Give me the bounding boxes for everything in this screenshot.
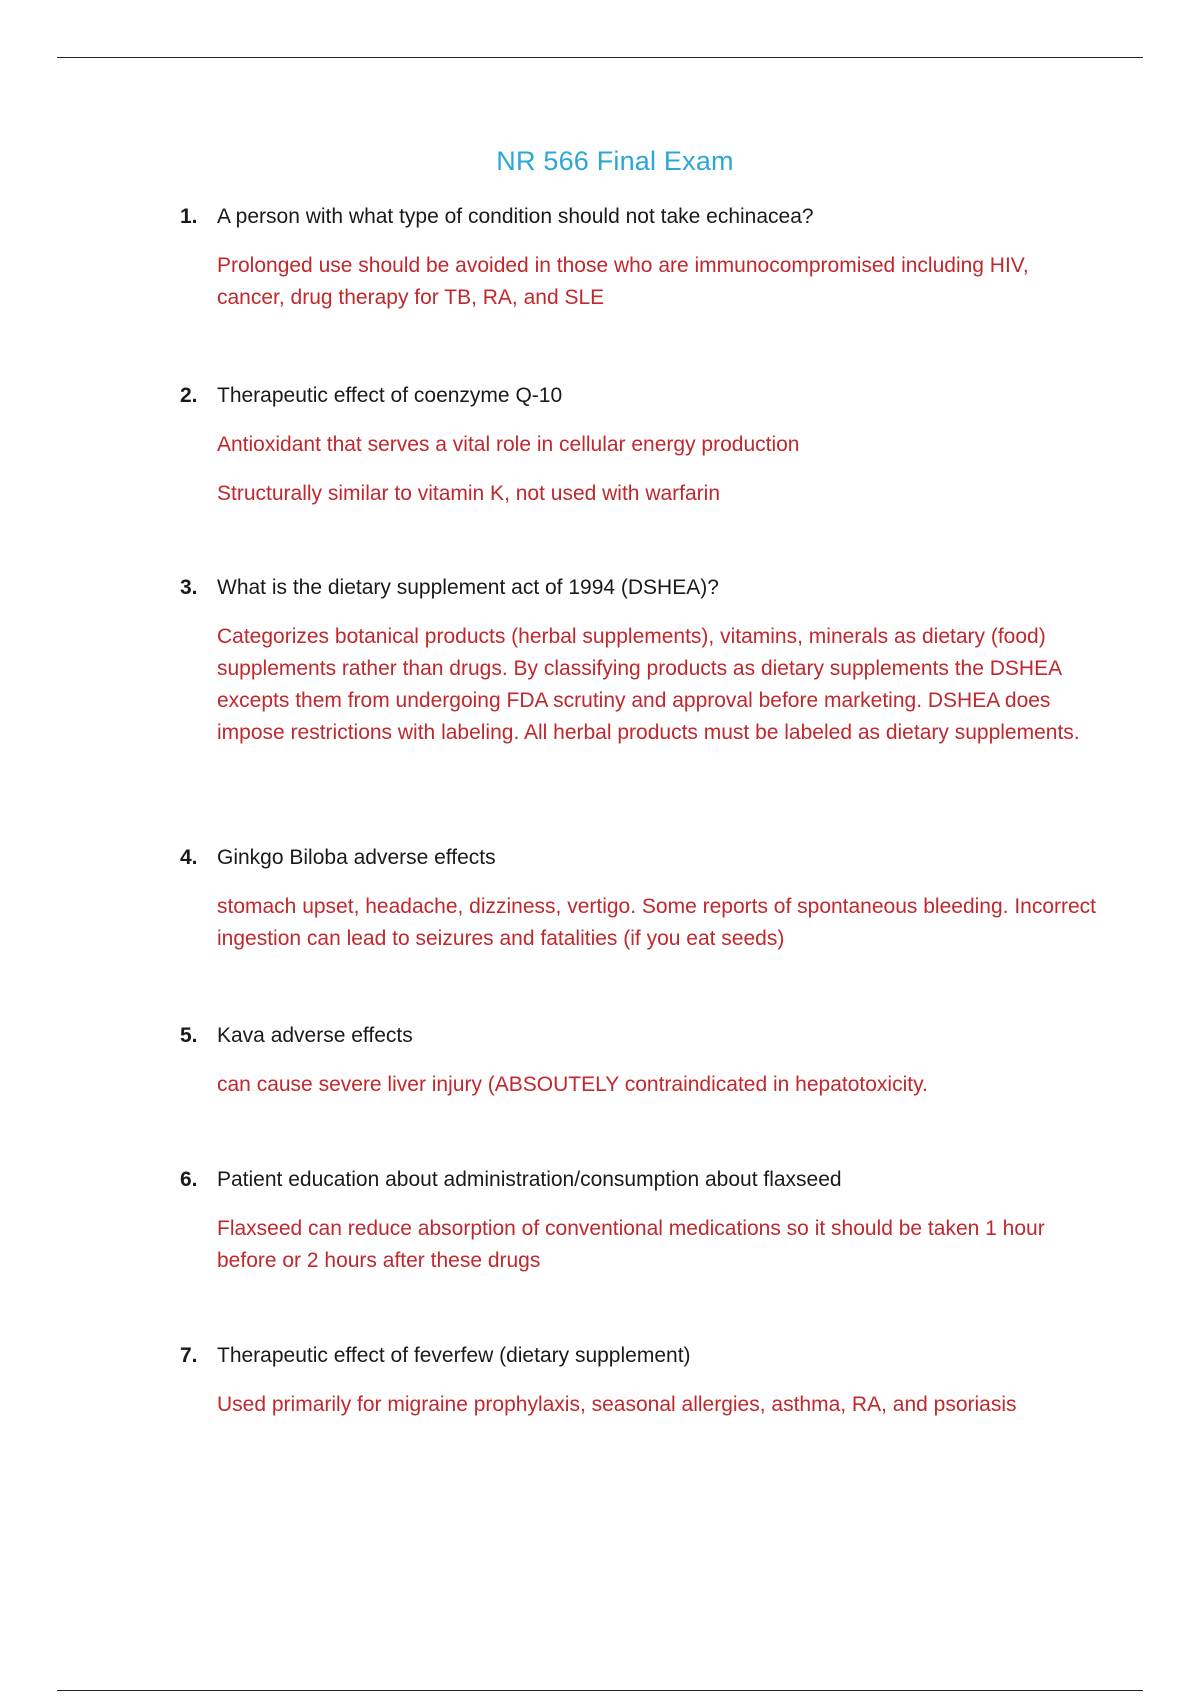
question-number: 1. [180,205,198,228]
page-title: NR 566 Final Exam [496,146,734,176]
question-line [180,1167,1100,1193]
answer-text: can cause severe liver injury (ABSOUTELY contraindicated in hepatotoxicity. [217,1073,928,1096]
question-line [180,1023,1100,1049]
answer-block [180,1069,1100,1101]
question-number: 7. [180,1344,198,1367]
question-text: What is the dietary supplement act of 1994 (DSHEA)? [217,576,719,599]
question-number: 4. [180,846,198,869]
question-line [180,845,1100,871]
question-text: Ginkgo Biloba adverse effects [217,846,496,869]
answer-text: stomach upset, headache, dizziness, vertigo. Some reports of spontaneous bleeding. Incorrect ingestion can lead to seizures and fatalities (if you eat seeds) [217,895,1097,950]
question-item [180,204,1100,314]
answer-block [180,429,1100,510]
answer-text: Prolonged use should be avoided in those who are immunocompromised including HIV, cancer, drug therapy for TB, RA, and SLE [217,254,1029,309]
question-text: Kava adverse effects [217,1024,413,1047]
question-text: Patient education about administration/consumption about flaxseed [217,1168,842,1191]
answer-text: Structurally similar to vitamin K, not used with warfarin [217,482,721,505]
question-line [180,575,1100,601]
answer-text: Used primarily for migraine prophylaxis, seasonal allergies, asthma, RA, and psoriasis [217,1393,1017,1416]
question-number: 2. [180,384,198,407]
question-number: 3. [180,576,198,599]
answer-block [180,891,1100,955]
header-rule [57,57,1143,58]
answer-text: Antioxidant that serves a vital role in cellular energy production [217,433,800,456]
question-line [180,204,1100,230]
question-line [180,383,1100,409]
question-item [180,1023,1100,1101]
answer-text: Flaxseed can reduce absorption of conventional medications so it should be taken 1 hour before or 2 hours after these drugs [217,1217,1045,1272]
question-text: Therapeutic effect of coenzyme Q-10 [217,384,563,407]
footer-rule [57,1690,1143,1691]
question-number: 6. [180,1168,198,1191]
question-item [180,1343,1100,1421]
answer-text: Categorizes botanical products (herbal supplements), vitamins, minerals as dietary (food) supplements rather than drugs. By classifying products as dietary supplements the DSHEA excepts them from undergoing FDA scrutiny and approval before marketing. DSHEA does impose restrictions with labeling. All herbal products must be labeled as dietary supplements. [217,625,1080,744]
question-item [180,575,1100,749]
answer-block [180,1213,1100,1277]
question-text: Therapeutic effect of feverfew (dietary supplement) [217,1344,691,1367]
question-text: A person with what type of condition should not take echinacea? [217,205,814,228]
answer-block [180,250,1100,314]
answer-block [180,621,1100,749]
question-item [180,1167,1100,1277]
question-line [180,1343,1100,1369]
answer-block [180,1389,1100,1421]
question-item [180,383,1100,510]
question-item [180,845,1100,955]
question-number: 5. [180,1024,198,1047]
